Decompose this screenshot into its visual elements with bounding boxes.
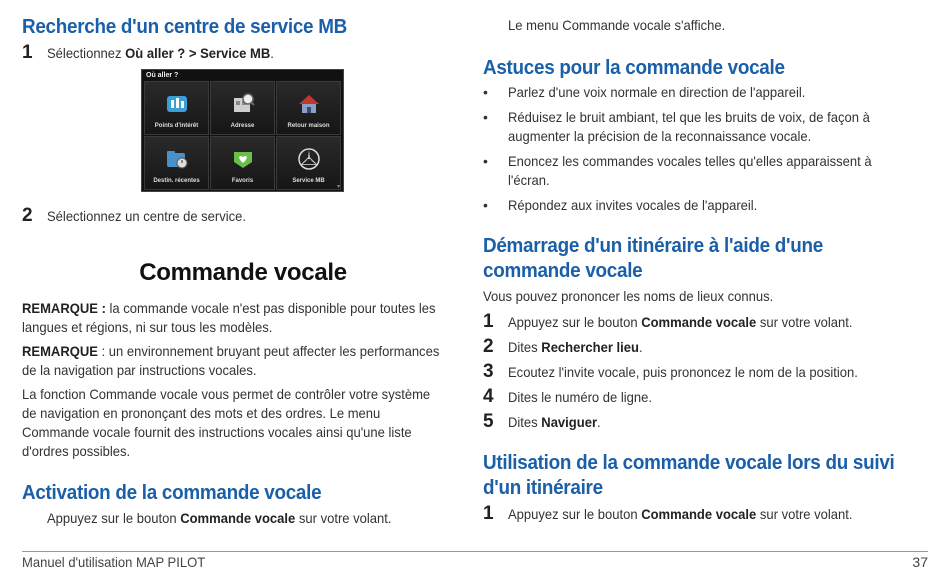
poi-icon [165,92,189,116]
menu-title: Où aller ? [146,72,179,79]
note-1: REMARQUE : la commande vocale n'est pas disponible pour toutes les langues et régions, ni sur tous les modèles. [22,300,436,335]
section-title-tips: Astuces pour la commande vocale [483,56,785,79]
section-title-route-line2: commande vocale [483,259,643,282]
address-icon [231,92,255,116]
home-icon [297,92,321,116]
step-2: 2 Dites Rechercher lieu. [483,336,643,357]
mercedes-star-icon [297,147,321,171]
tile-label: Favoris [231,178,254,184]
favorites-heart-icon [231,147,255,171]
list-item: • Parlez d'une voix normale en direction de l'appareil. [483,84,806,100]
follow-step-1: 1 Appuyez sur le bouton Commande vocale sur votre volant. [483,503,853,524]
section-title-route-line1: Démarrage d'un itinéraire à l'aide d'une [483,234,823,257]
section-title-recherche: Recherche d'un centre de service MB [22,15,348,38]
step-4: 4 Dites le numéro de ligne. [483,386,653,407]
tile-label: Points d'intérêt [154,123,199,129]
step-1: 1 Appuyez sur le bouton Commande vocale sur votre volant. [483,311,853,332]
tile-label: Destin. récentes [153,178,200,184]
tile-label: Service MB [292,178,325,184]
route-intro: Vous pouvez prononcer les noms de lieux connus. [483,288,774,304]
step-5: 5 Dites Naviguer. [483,411,601,432]
page-footer [22,551,928,570]
section-title-activation: Activation de la commande vocale [22,481,322,504]
list-item: • Enoncez les commandes vocales telles qu'elles apparaissent à l'écran. [483,153,872,188]
step-number: 2 [22,205,33,226]
recent-folder-icon [165,147,189,171]
activation-text: Appuyez sur le bouton Commande vocale sur votre volant. [47,510,392,526]
tile-favorites [210,136,275,190]
chapter-title: Commande vocale [139,259,347,286]
route-steps [483,310,923,435]
tile-home [276,81,341,135]
manual-name: Manuel d'utilisation MAP PILOT [22,554,206,570]
tile-label: Adresse [230,123,255,129]
list-item: • Réduisez le bruit ambiant, tel que les bruits de voix, de façon à augmenter la précision de la reconnaissance vocale. [483,109,870,144]
tile-address [210,81,275,135]
tile-points-of-interest [144,81,209,135]
tips-list [483,83,923,215]
step-1 [22,41,462,66]
intro-paragraph: La fonction Commande vocale vous permet de contrôler votre système de navigation en prononçant des mots et des ordres. Le menu Commande vocale fournit des instructions vocales ainsi qu'une liste d'ordres possibles. [22,386,431,459]
where-to-menu-screenshot [141,69,344,192]
step-2 [22,204,462,229]
section-title-follow-line2: d'un itinéraire [483,476,603,499]
tile-service-mb [276,136,341,190]
page-number: 37 [912,554,928,570]
tile-recent-destinations [144,136,209,190]
note-2: REMARQUE : un environnement bruyant peut affecter les performances de la navigation par instructions vocales. [22,343,440,378]
tile-label: Retour maison [287,123,330,129]
menu-displayed-text: Le menu Commande vocale s'affiche. [508,17,726,33]
section-title-follow-line1: Utilisation de la commande vocale lors du suivi [483,451,895,474]
step-number: 1 [22,42,33,63]
step-3: 3 Ecoutez l'invite vocale, puis prononcez le nom de la position. [483,361,858,382]
list-item: • Répondez aux invites vocales de l'appareil. [483,197,758,213]
scroll-arrow-icon: ▾ [336,184,340,190]
step-text: Sélectionnez un centre de service. [47,208,247,224]
step-text: Sélectionnez Où aller ? > Service MB. [47,45,274,61]
